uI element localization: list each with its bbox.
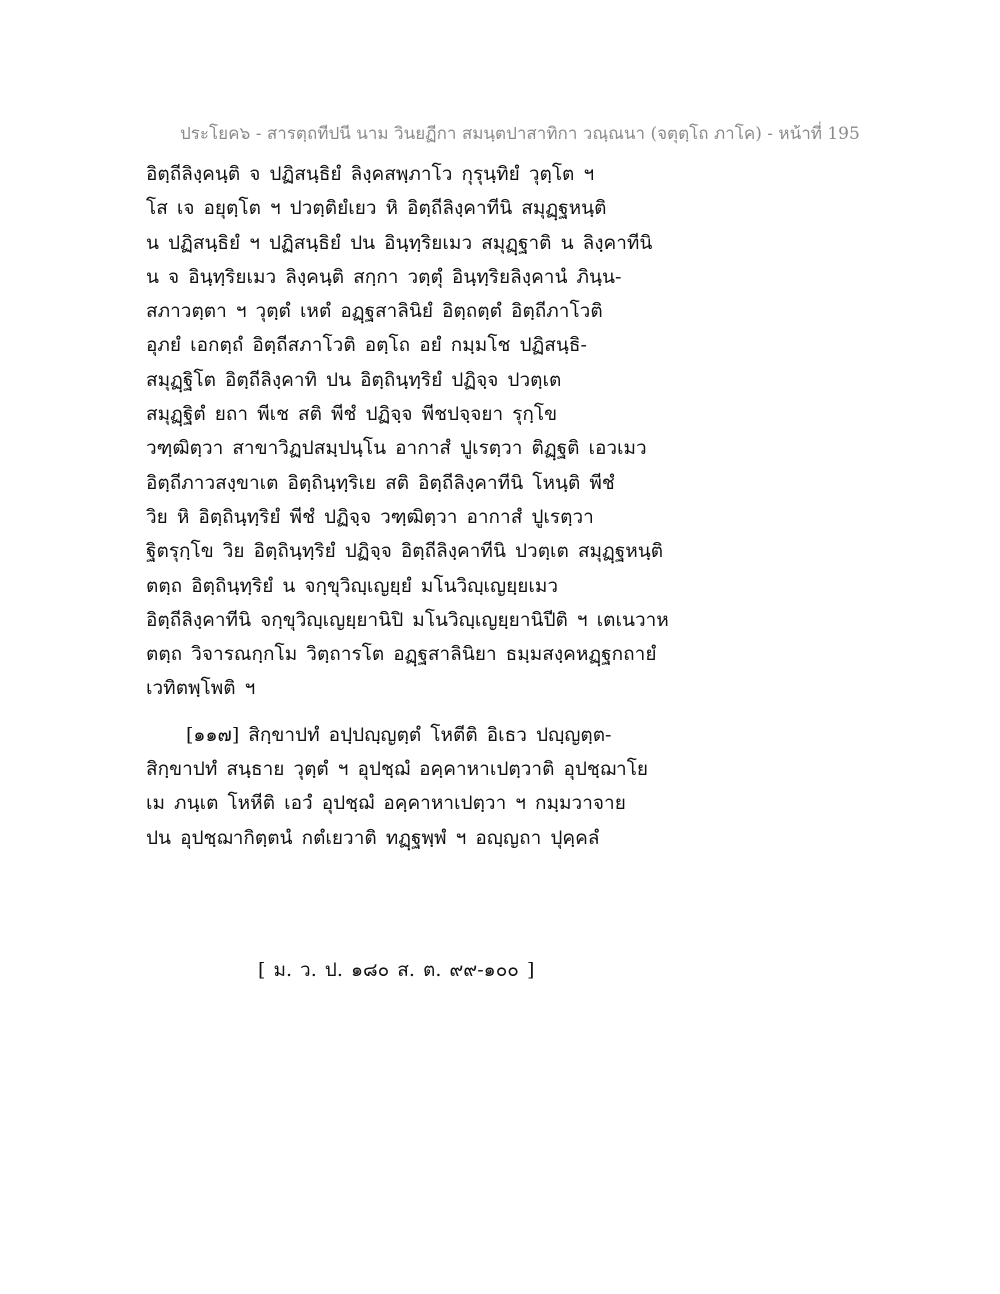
text-line: สภาวตฺตา ฯ วุตฺตํ เหตํ อฏฺฐสาลินิยํ อิตฺถตฺตํ อิตฺถีภาโวติ — [146, 300, 603, 323]
text-line: วิย หิ อิตฺถินฺทฺริยํ พีชํ ปฏิจฺจ วฑฺฒิตฺวา อากาสํ ปูเรตฺวา — [146, 505, 594, 528]
text-line: [๑๑๗] สิกฺขาปทํ อปฺปญฺญตฺตํ โหตีติ อิเธว ปญฺญตฺต- — [186, 723, 612, 746]
text-line: สมุฏฺฐิตํ ยถา พีเช สติ พีชํ ปฏิจฺจ พีชปจฺจยา รุกฺโข — [146, 403, 558, 426]
text-line: วฑฺฒิตฺวา สาขาวิฏปสมฺปนฺโน อากาสํ ปูเรตฺวา ติฏฺฐติ เอวเมว — [146, 437, 647, 460]
text-line: น ปฏิสนฺธิยํ ฯ ปฏิสนฺธิยํ ปน อินฺทฺริยเมว สมุฏฺฐาติ น ลิงฺคาทีนิ — [146, 231, 653, 254]
source-reference: [ ม. ว. ป. ๑๘๐ ส. ต. ๙๙-๑๐๐ ] — [258, 959, 535, 981]
page-header: ประโยค๖ - สารตฺถทีปนี นาม วินยฏีกา สมนฺตปาสาทิกา วณฺณนา (จตุตฺโถ ภาโค) - หน้าที่ 195 — [180, 124, 860, 144]
body-text — [146, 157, 866, 855]
text-line: เวทิตพฺโพติ ฯ — [146, 677, 256, 700]
text-line: สิกฺขาปทํ สนฺธาย วุตฺตํ ฯ อุปชฺฌํ อคฺคาหาเปตฺวาติ อุปชฺฌาโย — [146, 758, 649, 781]
text-line: ตตฺถ วิจารณกฺกโม วิตฺถารโต อฏฺฐสาลินิยา ธมฺมสงฺคหฏฺฐกถายํ — [146, 643, 657, 666]
text-line: น จ อินฺทฺริยเมว ลิงฺคนฺติ สกฺกา วตฺตุํ อินฺทฺริยลิงฺคานํ ภินฺน- — [146, 265, 622, 288]
text-line: อิตฺถีลิงฺคนฺติ จ ปฏิสนฺธิยํ ลิงฺคสพฺภาโว กุรุนฺทิยํ วุตฺโต ฯ — [146, 163, 595, 185]
text-line: สมุฏฺฐิโต อิตฺถีลิงฺคาทิ ปน อิตฺถินฺทฺริยํ ปฏิจฺจ ปวตฺเต — [146, 368, 562, 391]
text-line: ปน อุปชฺฌากิตฺตนํ กตํเยวาติ ทฏฺฐพฺพํ ฯ อญฺญถา ปุคฺคลํ — [146, 826, 600, 849]
text-line: อิตฺถีภาวสงฺขาเต อิตฺถินฺทฺริเย สติ อิตฺถีลิงฺคาทีนิ โหนฺติ พีชํ — [146, 471, 615, 494]
text-line: เม ภนฺเต โหหีติ เอวํ อุปชฺฌํ อคฺคาหาเปตฺวา ฯ กมฺมวาจาย — [146, 792, 626, 815]
text-line: อิตฺถีลิงฺคาทีนิ จกฺขุวิญฺเญยฺยานิปิ มโนวิญฺเญยฺยานิปีติ ฯ เตเนวาห — [146, 608, 669, 631]
text-line: อุภยํ เอกตฺถํ อิตฺถีสภาโวติ อตฺโถ อยํ กมฺมโช ปฏิสนฺธิ- — [146, 334, 587, 357]
text-line: ฐิตรุกฺโข วิย อิตฺถินฺทฺริยํ ปฏิจฺจ อิตฺถีลิงฺคาทีนิ ปวตฺเต สมุฏฺฐหนฺติ — [146, 540, 664, 563]
text-line: โส เจ อยุตฺโต ฯ ปวตฺติยํเยว หิ อิตฺถีลิงฺคาทีนิ สมุฏฺฐหนฺติ — [146, 197, 607, 220]
paragraph-spacer — [146, 706, 866, 718]
paragraph-commentary — [146, 157, 866, 706]
text-line: ตตฺถ อิตฺถินฺทฺริยํ น จกฺขุวิญฺเญยฺยํ มโนวิญฺเญยฺยเมว — [146, 574, 559, 597]
paragraph-section-117 — [146, 718, 866, 855]
